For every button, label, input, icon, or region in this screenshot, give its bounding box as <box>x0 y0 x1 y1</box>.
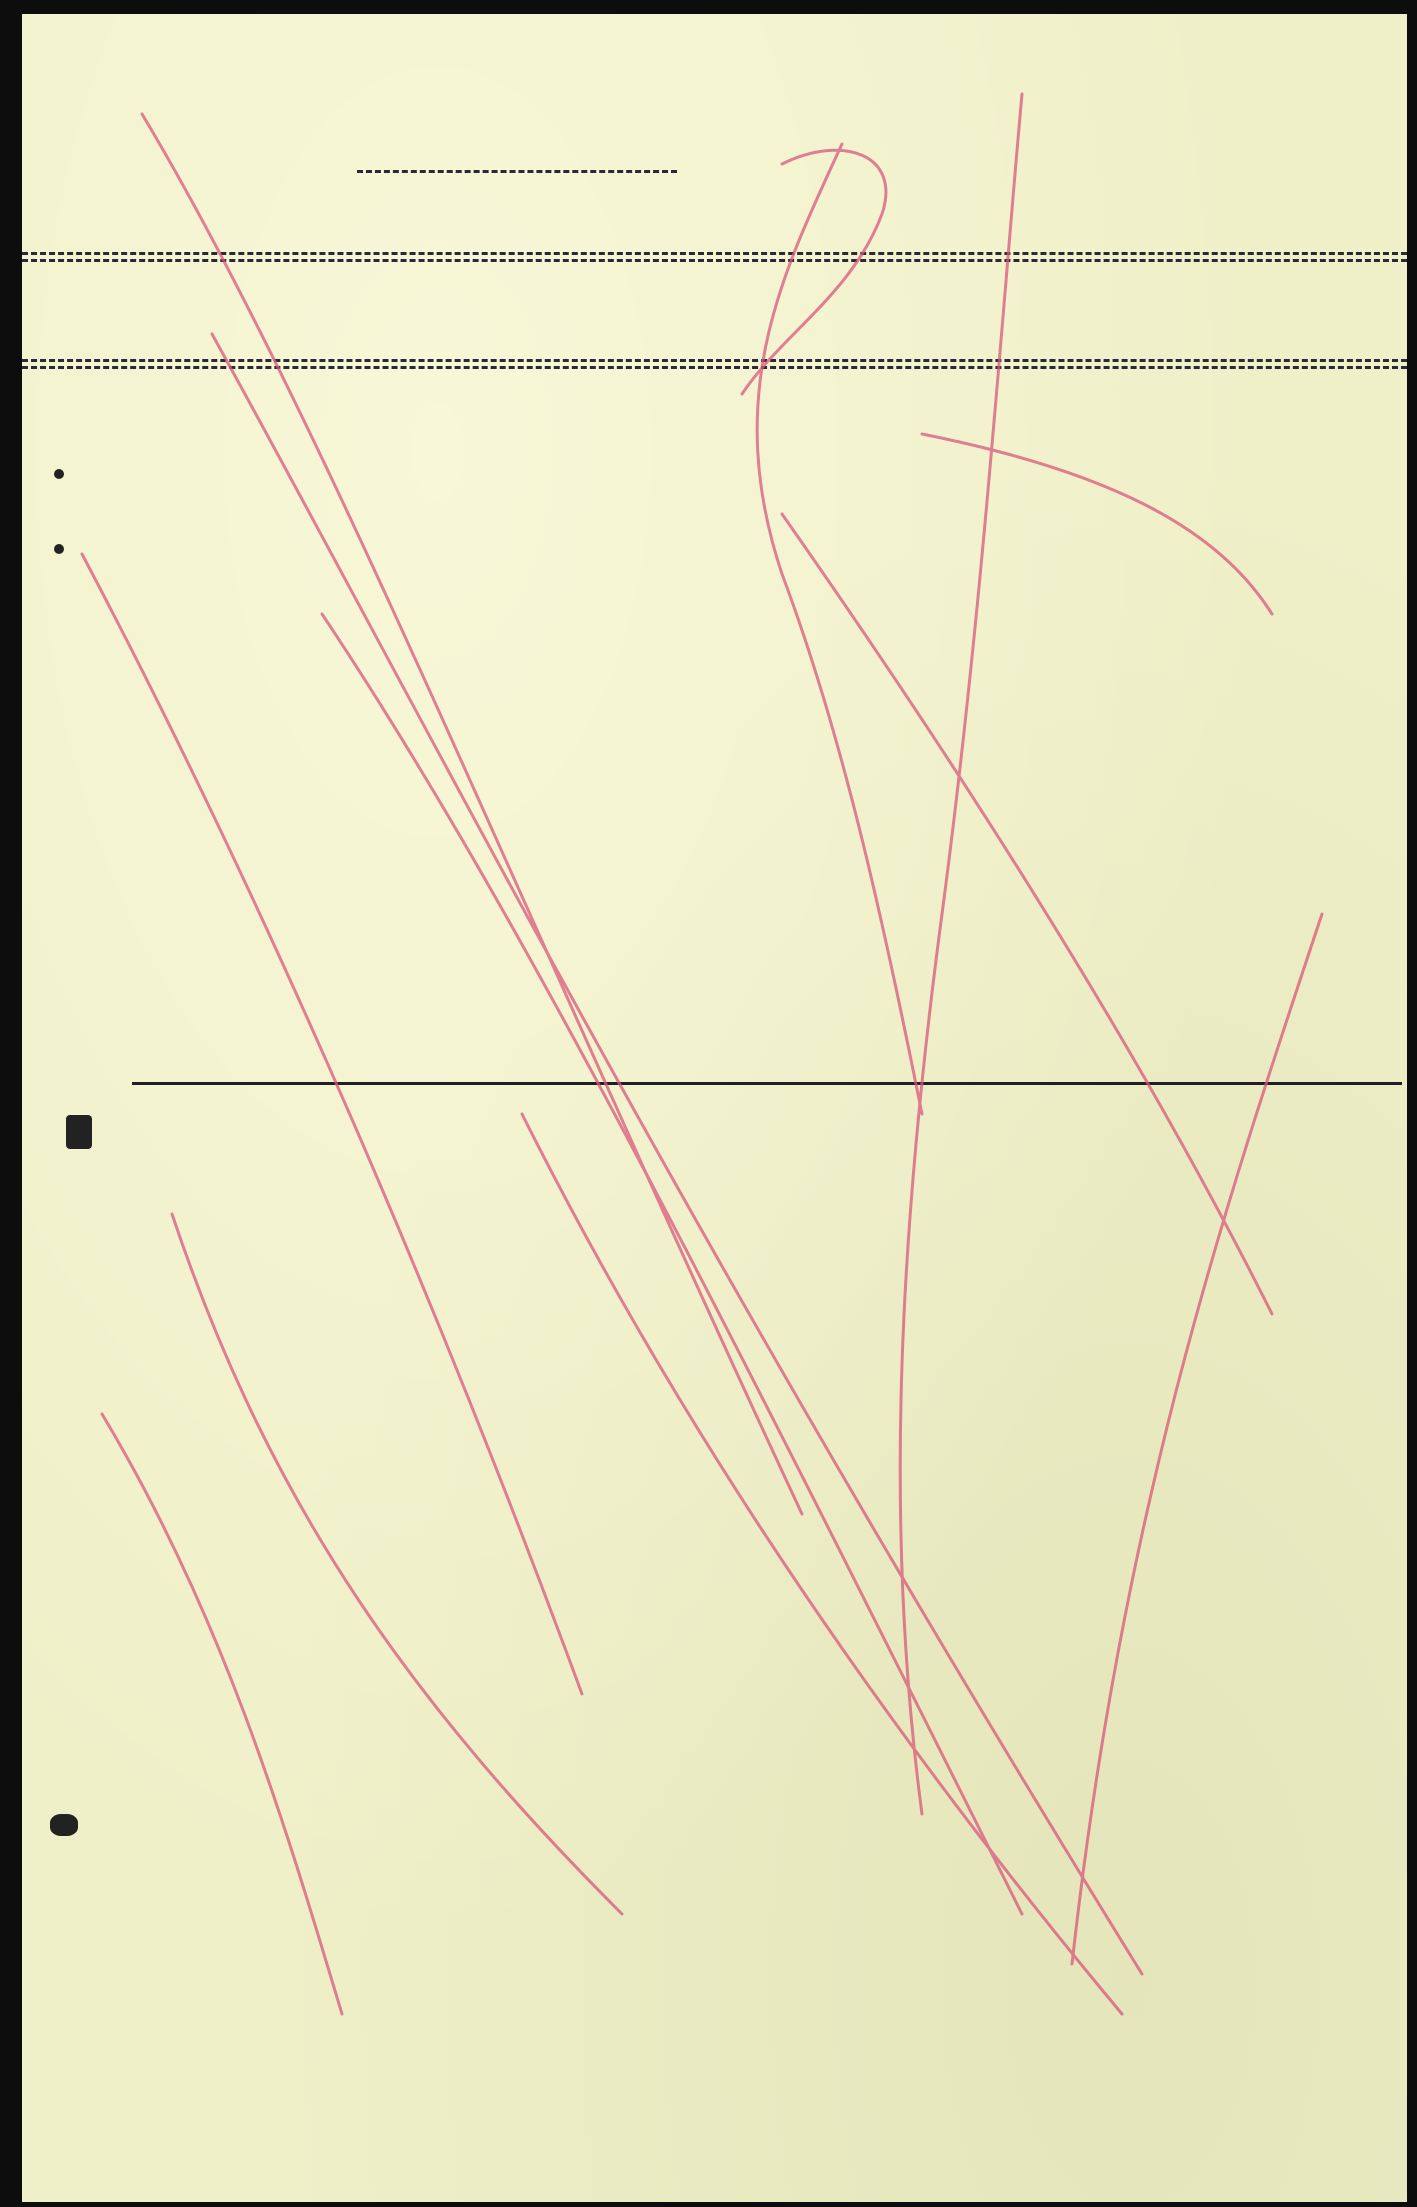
red-pencil-scribbles <box>22 14 1407 2202</box>
header-rule-bottom <box>22 359 1407 362</box>
document-sheet <box>22 14 1407 2202</box>
margin-mark <box>54 469 64 479</box>
total-rule <box>132 1082 1402 1085</box>
title-underline <box>357 170 677 173</box>
header-rule-bottom-2 <box>22 366 1407 369</box>
header-rule-top-2 <box>22 259 1407 262</box>
punch-hole <box>50 1814 78 1836</box>
margin-ink-blot <box>66 1115 92 1149</box>
header-rule-top <box>22 252 1407 255</box>
margin-mark <box>54 544 64 554</box>
